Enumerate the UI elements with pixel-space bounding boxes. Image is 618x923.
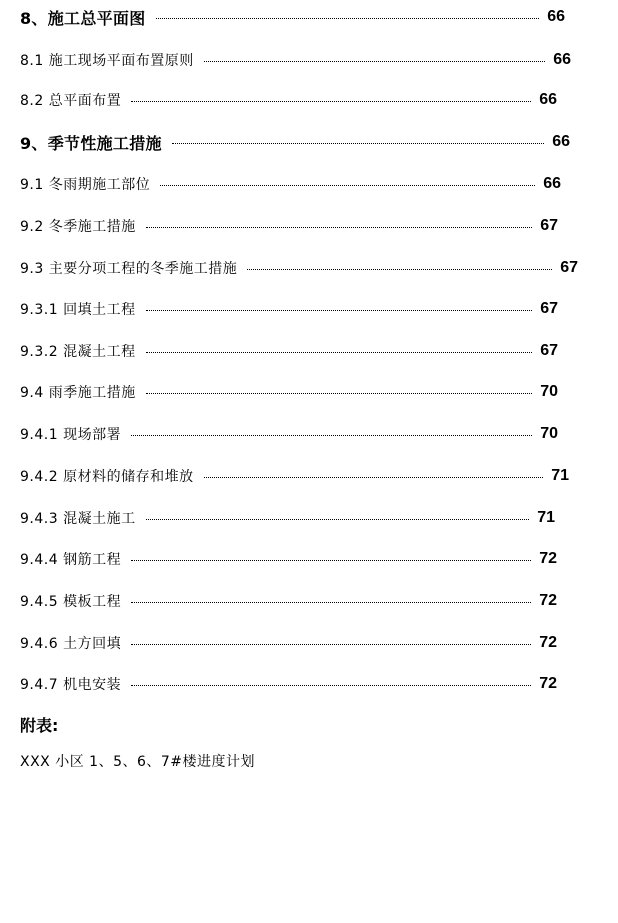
toc-entry-label: 9.4 雨季施工措施 [20, 385, 136, 401]
dot-leader [204, 61, 545, 62]
toc-entry-page: 67 [540, 217, 558, 234]
toc-entry-page: 72 [539, 550, 557, 567]
dot-leader [131, 560, 531, 561]
toc-entry-label: 8.1 施工现场平面布置原则 [20, 53, 194, 69]
toc-entry-9-4-3[interactable] [20, 507, 555, 529]
toc-entry-label: 9.4.4 钢筋工程 [20, 552, 122, 568]
toc-entry-label: 9.3 主要分项工程的冬季施工措施 [20, 261, 238, 277]
toc-entry-9-4-4[interactable] [20, 548, 557, 570]
toc-entry-page: 66 [552, 133, 570, 150]
dot-leader [146, 227, 532, 228]
toc-entry-page: 66 [547, 8, 565, 25]
dot-leader [131, 435, 532, 436]
dot-leader [146, 310, 533, 311]
toc-entry-9-2[interactable] [20, 215, 558, 237]
toc-entry-8[interactable] [20, 6, 565, 28]
toc-entry-page: 67 [560, 259, 578, 276]
toc-entry-label: 8.2 总平面布置 [20, 93, 122, 109]
toc-entry-9-3-1[interactable] [20, 298, 558, 320]
dot-leader [131, 644, 531, 645]
toc-entry-8-1[interactable] [20, 49, 571, 71]
toc-entry-page: 70 [540, 425, 558, 442]
toc-entry-9-4-2[interactable] [20, 465, 569, 487]
toc-entry-9-4-5[interactable] [20, 590, 557, 612]
toc-entry-label: 9.1 冬雨期施工部位 [20, 177, 151, 193]
toc-entry-page: 72 [539, 592, 557, 609]
toc-entry-page: 67 [540, 300, 558, 317]
toc-entry-label: 8、施工总平面图 [20, 8, 146, 28]
toc-entry-label: 9.4.3 混凝土施工 [20, 511, 136, 527]
toc-entry-9-3-2[interactable] [20, 340, 558, 362]
toc-entry-page: 66 [553, 51, 571, 68]
toc-entry-page: 72 [539, 675, 557, 692]
appendix-item: XXX 小区 1、5、6、7#楼进度计划 [20, 754, 256, 770]
toc-entry-label: 9.2 冬季施工措施 [20, 219, 136, 235]
dot-leader [156, 18, 540, 19]
toc-entry-label: 9.4.6 土方回填 [20, 636, 122, 652]
dot-leader [160, 185, 535, 186]
dot-leader [146, 519, 530, 520]
appendix-heading: 附表: [20, 716, 59, 735]
toc-entry-label: 9.3.1 回填土工程 [20, 302, 136, 318]
toc-entry-9[interactable] [20, 131, 570, 153]
toc-entry-9-4-7[interactable] [20, 673, 557, 695]
toc-entry-9-4-1[interactable] [20, 423, 558, 445]
toc-entry-8-2[interactable] [20, 89, 557, 111]
toc-entry-9-4[interactable] [20, 381, 558, 403]
toc-entry-page: 71 [537, 509, 555, 526]
toc-entry-9-4-6[interactable] [20, 632, 557, 654]
toc-entry-page: 71 [551, 467, 569, 484]
dot-leader [131, 602, 531, 603]
dot-leader [146, 393, 532, 394]
dot-leader [204, 477, 544, 478]
dot-leader [172, 143, 544, 144]
dot-leader [131, 101, 531, 102]
toc-entry-label: 9.4.5 模板工程 [20, 594, 122, 610]
dot-leader [247, 269, 552, 270]
toc-entry-label: 9.4.2 原材料的储存和堆放 [20, 469, 194, 485]
dot-leader [131, 685, 531, 686]
toc-entry-9-3[interactable] [20, 257, 578, 279]
toc-entry-9-1[interactable] [20, 173, 561, 195]
toc-entry-page: 67 [540, 342, 558, 359]
toc-entry-page: 66 [539, 91, 557, 108]
toc-entry-label: 9.4.1 现场部署 [20, 427, 122, 443]
toc-entry-label: 9.3.2 混凝土工程 [20, 344, 136, 360]
toc-entry-page: 72 [539, 634, 557, 651]
toc-entry-page: 66 [543, 175, 561, 192]
toc-entry-label: 9.4.7 机电安装 [20, 677, 122, 693]
toc-entry-page: 70 [540, 383, 558, 400]
dot-leader [146, 352, 533, 353]
toc-entry-label: 9、季节性施工措施 [20, 133, 162, 153]
